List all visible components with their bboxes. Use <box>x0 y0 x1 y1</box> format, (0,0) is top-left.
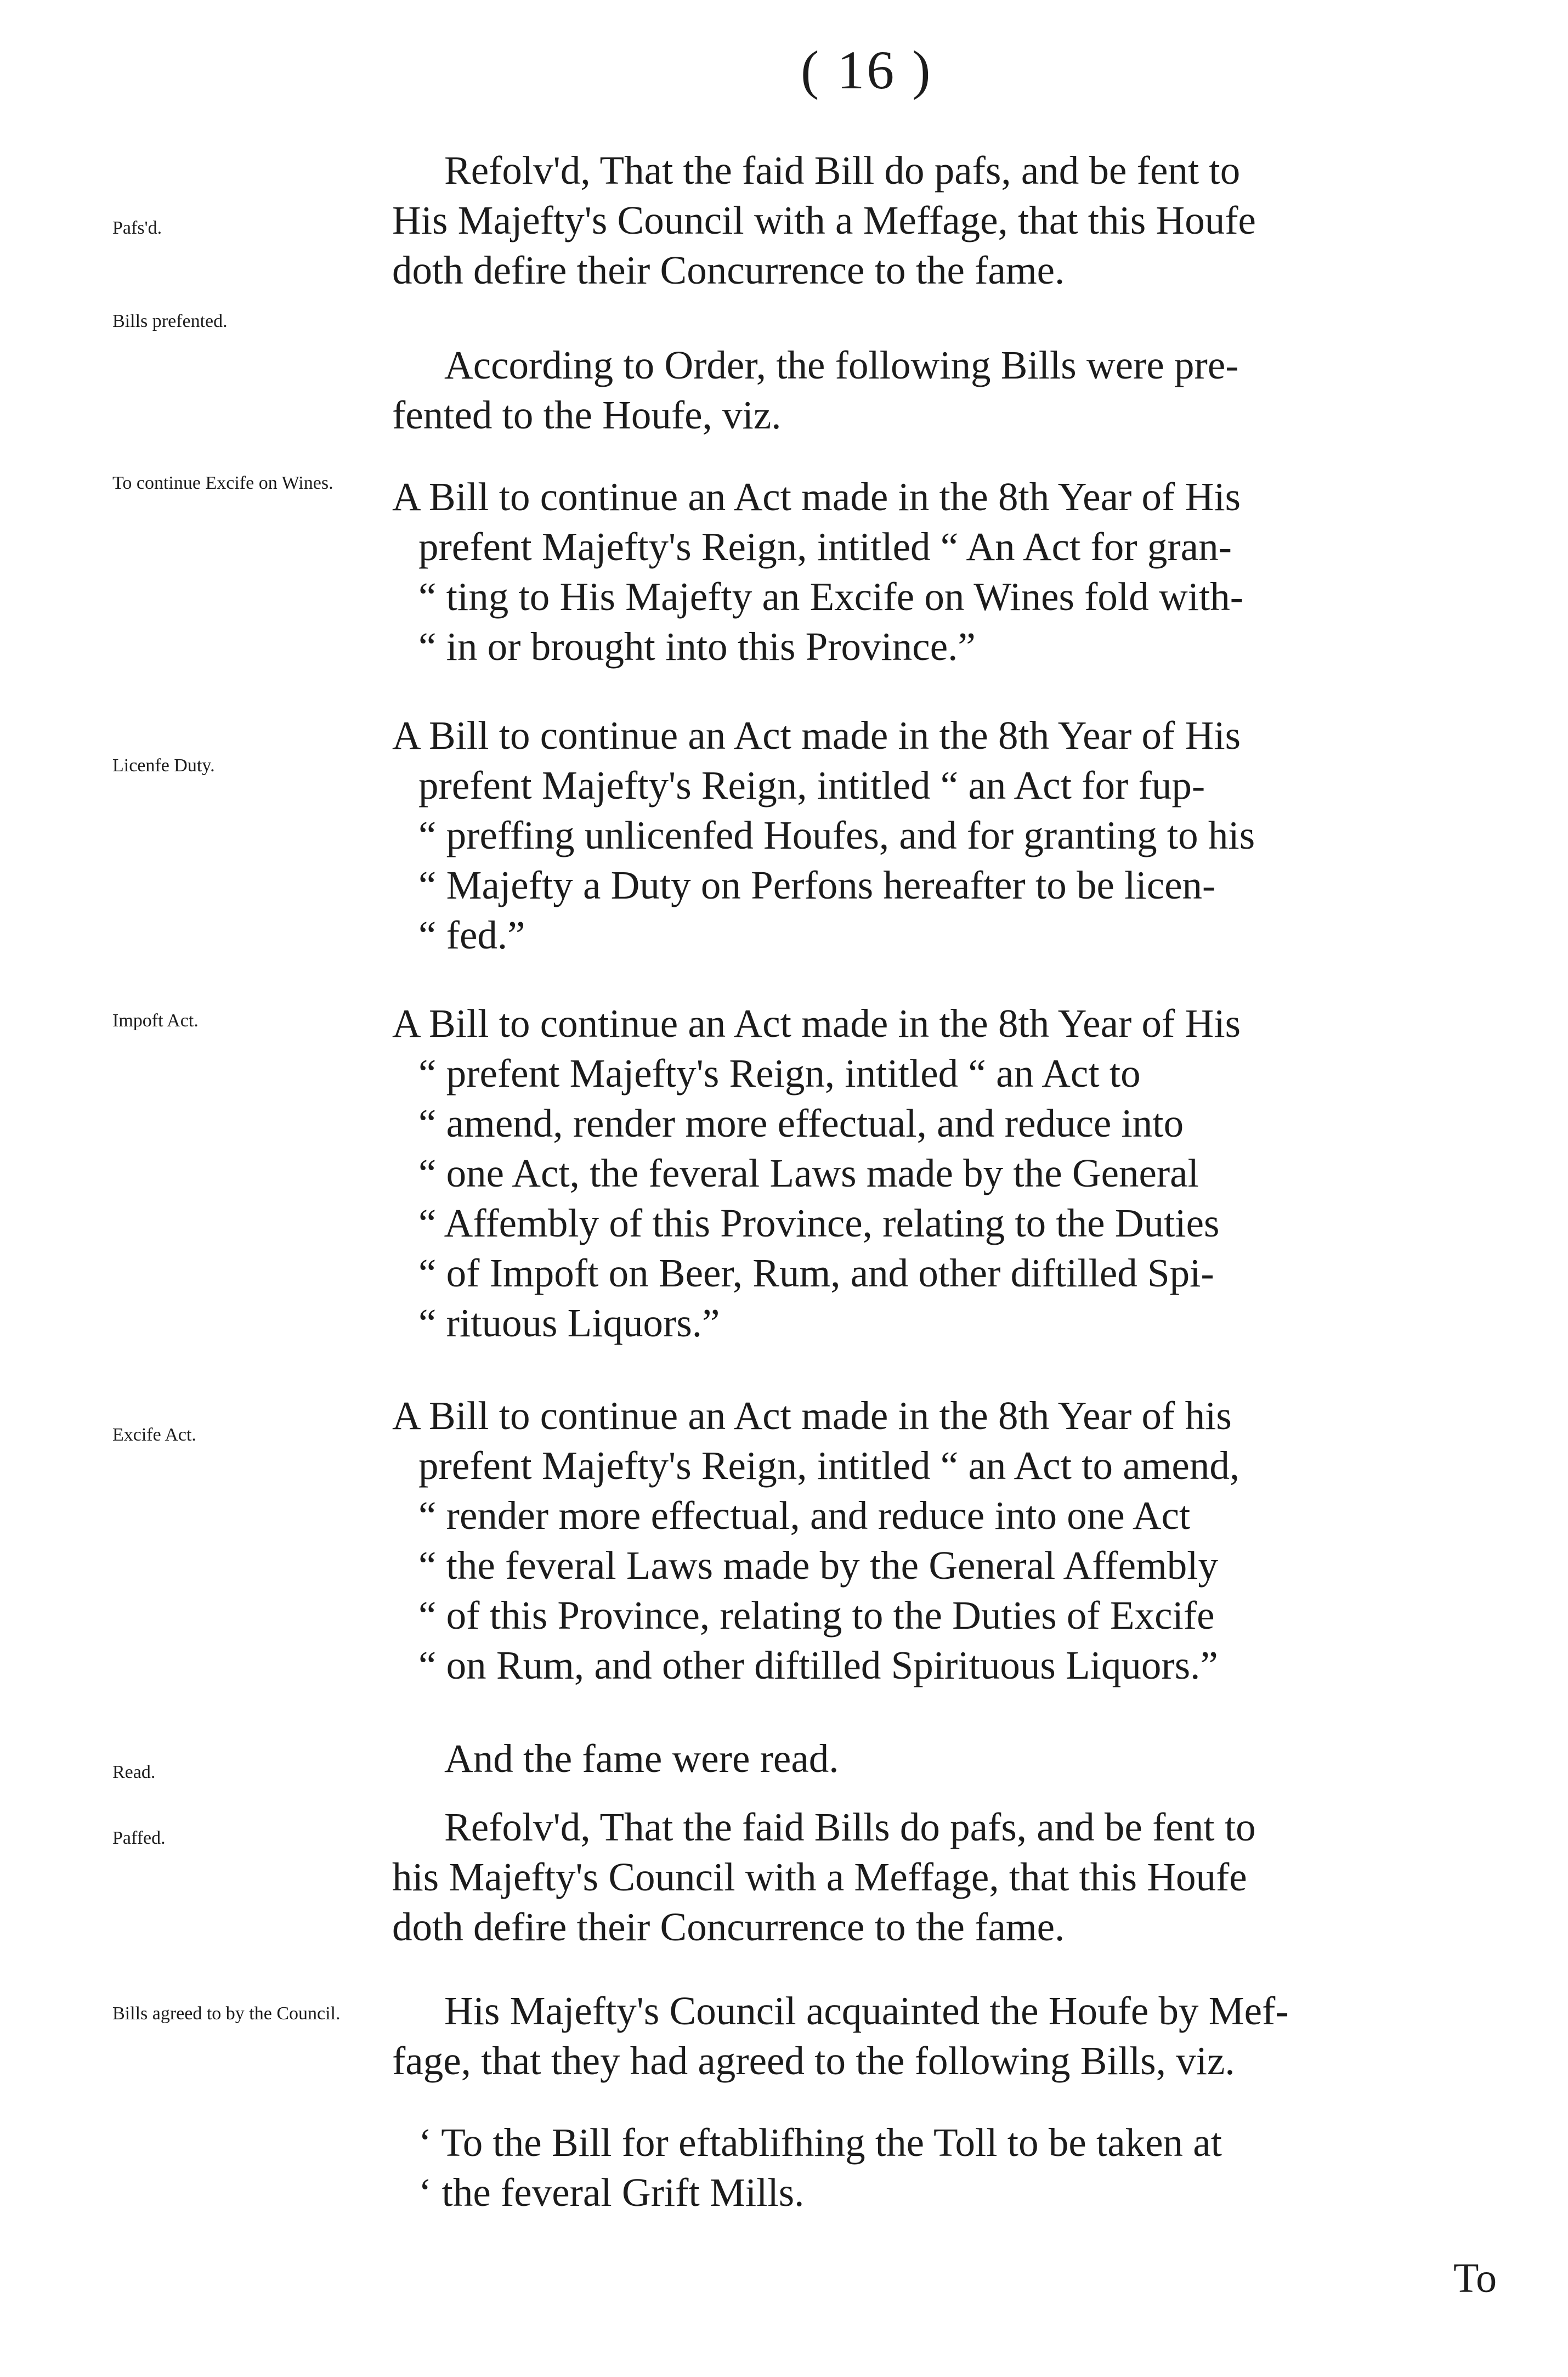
margin-note-passed: Pafs'd. <box>112 218 162 238</box>
text-line: prefent Majefty's Reign, intitled “ an Act to amend, <box>418 1443 1240 1488</box>
text-line: A Bill to continue an Act made in the 8th Year of His <box>392 713 1241 758</box>
text-line: doth defire their Concurrence to the fame. <box>392 248 1065 292</box>
margin-note-bills-presented: Bills prefented. <box>112 311 228 331</box>
text-line: “ fed.” <box>418 913 525 957</box>
text-line: fage, that they had agreed to the following Bills, viz. <box>392 2039 1235 2083</box>
margin-note-license-duty: Licenfe Duty. <box>112 755 215 776</box>
text-line: prefent Majefty's Reign, intitled “ an Act for fup- <box>418 763 1205 808</box>
margin-note-impost-act: Impoft Act. <box>112 1010 199 1031</box>
page-number: ( 16 ) <box>801 39 933 100</box>
text-line: A Bill to continue an Act made in the 8th Year of His <box>392 1001 1241 1046</box>
text-line: doth defire their Concurrence to the fame. <box>392 1905 1065 1949</box>
paragraph-resolved-1 <box>392 145 1505 295</box>
text-line: His Majefty's Council acquainted the Houfe by Mef- <box>444 1989 1289 2033</box>
text-line: Refolv'd, That the faid Bill do pafs, and be fent to <box>444 148 1241 193</box>
paragraph-toll-bill <box>392 2118 1505 2217</box>
paragraph-bill-license-duty <box>392 710 1505 960</box>
text-line: fented to the Houfe, viz. <box>392 393 782 437</box>
text-line: According to Order, the following Bills were pre- <box>444 343 1239 387</box>
margin-note-read: Read. <box>112 1762 156 1782</box>
text-line: And the fame were read. <box>444 1736 839 1781</box>
text-line: His Majefty's Council with a Meffage, that this Houfe <box>392 198 1256 242</box>
paragraph-council-acquainted <box>392 1986 1505 2086</box>
text-line: his Majefty's Council with a Meffage, that this Houfe <box>392 1855 1247 1899</box>
text-line: “ Affembly of this Province, relating to the Duties <box>418 1201 1220 1245</box>
text-line: “ on Rum, and other diftilled Spirituous Liquors.” <box>418 1643 1218 1687</box>
text-line: A Bill to continue an Act made in the 8th Year of his <box>392 1393 1232 1438</box>
text-line: “ preffing unlicenfed Houfes, and for granting to his <box>418 813 1255 857</box>
text-line: ‘ To the Bill for eftablifhing the Toll to be taken at <box>418 2120 1222 2165</box>
margin-note-bills-agreed: Bills agreed to by the Council. <box>112 2003 341 2024</box>
text-line: prefent Majefty's Reign, intitled “ An Act for gran- <box>418 524 1232 569</box>
text-line: A Bill to continue an Act made in the 8th Year of His <box>392 475 1241 519</box>
catchword: To <box>1453 2255 1497 2301</box>
margin-note-excise-act: Excife Act. <box>112 1425 196 1445</box>
margin-note-continue-excise-wines: To continue Excife on Wines. <box>112 473 333 493</box>
text-line: “ render more effectual, and reduce into one Act <box>418 1493 1191 1538</box>
text-line: ‘ the feveral Grift Mills. <box>418 2170 805 2215</box>
text-line: “ prefent Majefty's Reign, intitled “ an Act to <box>418 1051 1141 1096</box>
text-line: “ one Act, the feveral Laws made by the General <box>418 1151 1199 1195</box>
text-line: “ Majefty a Duty on Perfons hereafter to be licen- <box>418 863 1216 907</box>
paragraph-same-were-read <box>392 1734 1505 1783</box>
paragraph-according-to-order <box>392 340 1505 440</box>
paragraph-bill-excise-act <box>392 1391 1505 1690</box>
text-line: “ rituous Liquors.” <box>418 1301 720 1345</box>
text-line: “ of Impoft on Beer, Rum, and other diftilled Spi- <box>418 1251 1214 1295</box>
text-line: “ in or brought into this Province.” <box>418 624 976 669</box>
text-line: “ of this Province, relating to the Duties of Excife <box>418 1593 1215 1638</box>
text-line: Refolv'd, That the faid Bills do pafs, and be fent to <box>444 1805 1256 1849</box>
text-line: “ amend, render more effectual, and reduce into <box>418 1101 1184 1145</box>
text-line: “ the feveral Laws made by the General Affembly <box>418 1543 1219 1588</box>
paragraph-bill-excise-wines <box>392 472 1505 671</box>
margin-note-passed-2: Paffed. <box>112 1828 166 1848</box>
paragraph-resolved-2 <box>392 1802 1505 1952</box>
text-line: “ ting to His Majefty an Excife on Wines fold with- <box>418 574 1244 619</box>
paragraph-bill-impost <box>392 998 1505 1348</box>
